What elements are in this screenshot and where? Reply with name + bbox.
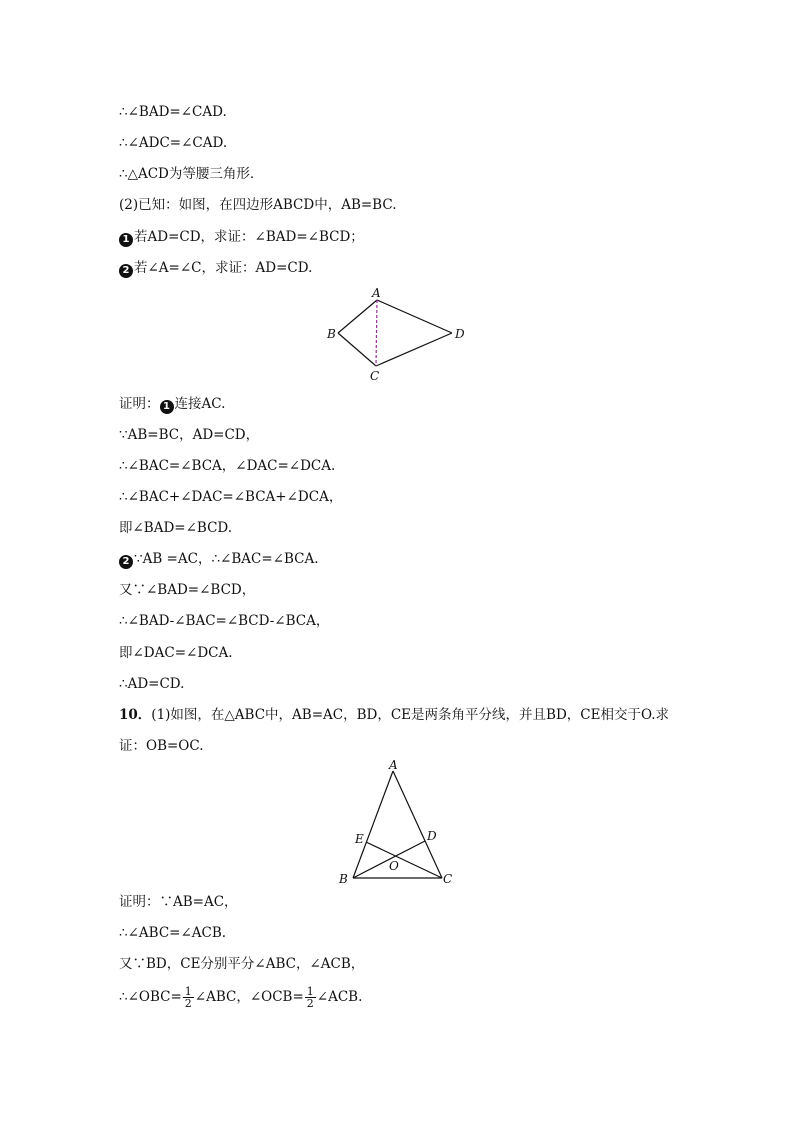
text-line (119, 986, 362, 1009)
quadrilateral-figure (322, 285, 472, 385)
vertex-label-c: C (443, 872, 453, 886)
text-line (119, 259, 312, 278)
vertex-label-a: A (372, 286, 381, 300)
vertex-label-b: B (339, 872, 348, 886)
fraction-one-half (305, 986, 316, 1009)
text-line: ∴∠BAD-∠BAC=∠BCD-∠BCA， (119, 613, 330, 629)
circled-number-2: 2 (119, 555, 133, 569)
text-line (119, 228, 364, 247)
text-line (119, 395, 225, 414)
diagonal-ac-dashed (376, 300, 377, 366)
text-segment: ∴∠OBC= (119, 989, 182, 1005)
text-segment: (1)如图，在△ABC中，AB=AC，BD，CE是两条角平分线，并且BD，CE相交于O.求 (151, 707, 670, 723)
text-line (119, 706, 669, 724)
text-line (119, 550, 319, 569)
fraction-numerator: 1 (306, 985, 314, 998)
text-segment: 连接AC. (174, 396, 226, 412)
text-line: 证明：∵AB=AC， (119, 894, 238, 910)
vertex-label-d: D (427, 829, 437, 843)
text-line: ∴AD=CD. (119, 676, 185, 692)
circled-number-1: 1 (160, 400, 174, 414)
vertex-label-c: C (370, 369, 380, 383)
text-line: 又∵∠BAD=∠BCD， (119, 582, 256, 598)
text-segment: ∵AB =AC，∴∠BAC=∠BCA. (134, 551, 319, 567)
text-line: 即∠DAC=∠DCA. (119, 645, 233, 661)
text-line: ∴△ACD为等腰三角形． (119, 166, 264, 182)
text-line: ∴∠BAC+∠DAC=∠BCA+∠DCA， (119, 489, 343, 505)
text-line: 证：OB=OC. (119, 738, 204, 754)
vertex-label-d: D (455, 327, 465, 341)
fraction-numerator: 1 (184, 985, 192, 998)
text-segment: 证明： (119, 396, 160, 412)
circled-number-1: 1 (119, 233, 133, 247)
text-line: (2)已知：如图，在四边形ABCD中，AB=BC. (119, 197, 397, 213)
text-segment: ∠ACB. (316, 989, 363, 1005)
circled-number-2: 2 (119, 264, 133, 278)
triangle-figure (335, 758, 460, 888)
text-segment: ∠ABC，∠OCB= (194, 989, 304, 1005)
fraction-one-half (183, 986, 194, 1009)
fraction-denominator: 2 (306, 997, 314, 1010)
text-line: ∵AB=BC，AD=CD， (119, 427, 260, 443)
text-segment: 若AD=CD，求证：∠BAD=∠BCD； (134, 229, 364, 245)
vertex-label-b: B (327, 327, 336, 341)
text-line: ∴∠ADC=∠CAD. (119, 135, 228, 151)
text-line: ∴∠BAD=∠CAD. (119, 104, 227, 120)
text-line: 即∠BAD=∠BCD. (119, 520, 233, 536)
text-line: 又∵BD，CE分别平分∠ABC，∠ACB， (119, 956, 365, 972)
quadrilateral-lines (338, 300, 452, 366)
text-line: ∴∠BAC=∠BCA，∠DAC=∠DCA. (119, 458, 336, 474)
text-line: ∴∠ABC=∠ACB. (119, 925, 227, 941)
problem-number: 10． (119, 707, 152, 723)
vertex-label-a: A (389, 758, 398, 772)
vertex-label-o: O (389, 859, 399, 873)
text-segment: 若∠A=∠C，求证：AD=CD. (134, 260, 313, 276)
vertex-label-e: E (355, 832, 364, 846)
fraction-denominator: 2 (184, 997, 192, 1010)
